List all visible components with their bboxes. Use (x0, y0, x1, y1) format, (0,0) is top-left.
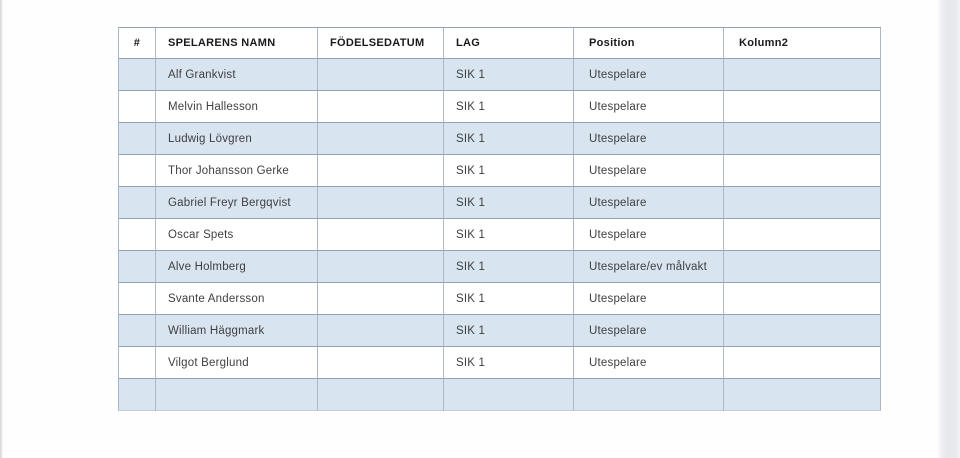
cell-kolumn2[interactable] (724, 251, 881, 283)
cell-name[interactable]: Svante Andersson (156, 283, 318, 315)
cell-number[interactable] (119, 91, 156, 123)
cell-position[interactable]: Utespelare (574, 91, 724, 123)
table-row (119, 219, 881, 251)
player-roster-table (118, 27, 881, 411)
cell-birthdate[interactable] (318, 187, 444, 219)
table-row (119, 315, 881, 347)
cell-name[interactable]: Vilgot Berglund (156, 347, 318, 379)
canvas-right-gutter (938, 0, 960, 458)
cell-name[interactable]: Ludwig Lövgren (156, 123, 318, 155)
cell-birthdate[interactable] (318, 123, 444, 155)
cell-name[interactable]: Alve Holmberg (156, 251, 318, 283)
cell-birthdate[interactable] (318, 59, 444, 91)
table-row (119, 91, 881, 123)
header-cell-position[interactable]: Position (574, 28, 724, 59)
table-row (119, 123, 881, 155)
cell-name[interactable]: Alf Grankvist (156, 59, 318, 91)
table-row (119, 187, 881, 219)
cell-birthdate[interactable] (318, 379, 444, 411)
cell-number[interactable] (119, 347, 156, 379)
cell-kolumn2[interactable] (724, 379, 881, 411)
cell-team[interactable] (444, 379, 574, 411)
cell-number[interactable] (119, 59, 156, 91)
page-left-edge (0, 0, 3, 458)
cell-kolumn2[interactable] (724, 59, 881, 91)
cell-team[interactable]: SIK 1 (444, 91, 574, 123)
cell-position[interactable]: Utespelare (574, 187, 724, 219)
header-cell-kolumn2[interactable]: Kolumn2 (724, 28, 881, 59)
cell-birthdate[interactable] (318, 315, 444, 347)
cell-kolumn2[interactable] (724, 347, 881, 379)
cell-number[interactable] (119, 155, 156, 187)
cell-position[interactable]: Utespelare (574, 283, 724, 315)
header-cell-team[interactable]: LAG (444, 28, 574, 59)
cell-number[interactable] (119, 315, 156, 347)
table-header-row (119, 28, 881, 59)
cell-kolumn2[interactable] (724, 283, 881, 315)
cell-team[interactable]: SIK 1 (444, 187, 574, 219)
table-row (119, 283, 881, 315)
cell-number[interactable] (119, 283, 156, 315)
cell-number[interactable] (119, 251, 156, 283)
cell-team[interactable]: SIK 1 (444, 219, 574, 251)
table-body (119, 59, 881, 411)
cell-name[interactable]: Oscar Spets (156, 219, 318, 251)
cell-name[interactable]: William Häggmark (156, 315, 318, 347)
cell-name[interactable]: Thor Johansson Gerke (156, 155, 318, 187)
header-cell-birthdate[interactable]: FÖDELSEDATUM (318, 28, 444, 59)
cell-position[interactable]: Utespelare (574, 347, 724, 379)
cell-position[interactable]: Utespelare/ev målvakt (574, 251, 724, 283)
cell-birthdate[interactable] (318, 251, 444, 283)
cell-team[interactable]: SIK 1 (444, 251, 574, 283)
cell-team[interactable]: SIK 1 (444, 283, 574, 315)
cell-team[interactable]: SIK 1 (444, 347, 574, 379)
cell-team[interactable]: SIK 1 (444, 59, 574, 91)
cell-position[interactable]: Utespelare (574, 315, 724, 347)
cell-position[interactable]: Utespelare (574, 155, 724, 187)
cell-kolumn2[interactable] (724, 123, 881, 155)
table-row (119, 251, 881, 283)
cell-number[interactable] (119, 187, 156, 219)
cell-team[interactable]: SIK 1 (444, 155, 574, 187)
cell-position[interactable]: Utespelare (574, 59, 724, 91)
cell-team[interactable]: SIK 1 (444, 315, 574, 347)
table-row (119, 59, 881, 91)
cell-number[interactable] (119, 123, 156, 155)
table-row (119, 379, 881, 411)
cell-kolumn2[interactable] (724, 315, 881, 347)
cell-birthdate[interactable] (318, 347, 444, 379)
cell-birthdate[interactable] (318, 219, 444, 251)
table-row (119, 155, 881, 187)
cell-position[interactable]: Utespelare (574, 123, 724, 155)
cell-name[interactable]: Melvin Hallesson (156, 91, 318, 123)
cell-kolumn2[interactable] (724, 219, 881, 251)
cell-number[interactable] (119, 219, 156, 251)
cell-birthdate[interactable] (318, 91, 444, 123)
cell-birthdate[interactable] (318, 155, 444, 187)
cell-name[interactable] (156, 379, 318, 411)
cell-position[interactable] (574, 379, 724, 411)
cell-name[interactable]: Gabriel Freyr Bergqvist (156, 187, 318, 219)
header-cell-name[interactable]: SPELARENS NAMN (156, 28, 318, 59)
cell-kolumn2[interactable] (724, 187, 881, 219)
cell-kolumn2[interactable] (724, 155, 881, 187)
cell-birthdate[interactable] (318, 283, 444, 315)
header-cell-number[interactable]: # (119, 28, 156, 59)
cell-position[interactable]: Utespelare (574, 219, 724, 251)
cell-kolumn2[interactable] (724, 91, 881, 123)
table-row (119, 347, 881, 379)
cell-team[interactable]: SIK 1 (444, 123, 574, 155)
cell-number[interactable] (119, 379, 156, 411)
